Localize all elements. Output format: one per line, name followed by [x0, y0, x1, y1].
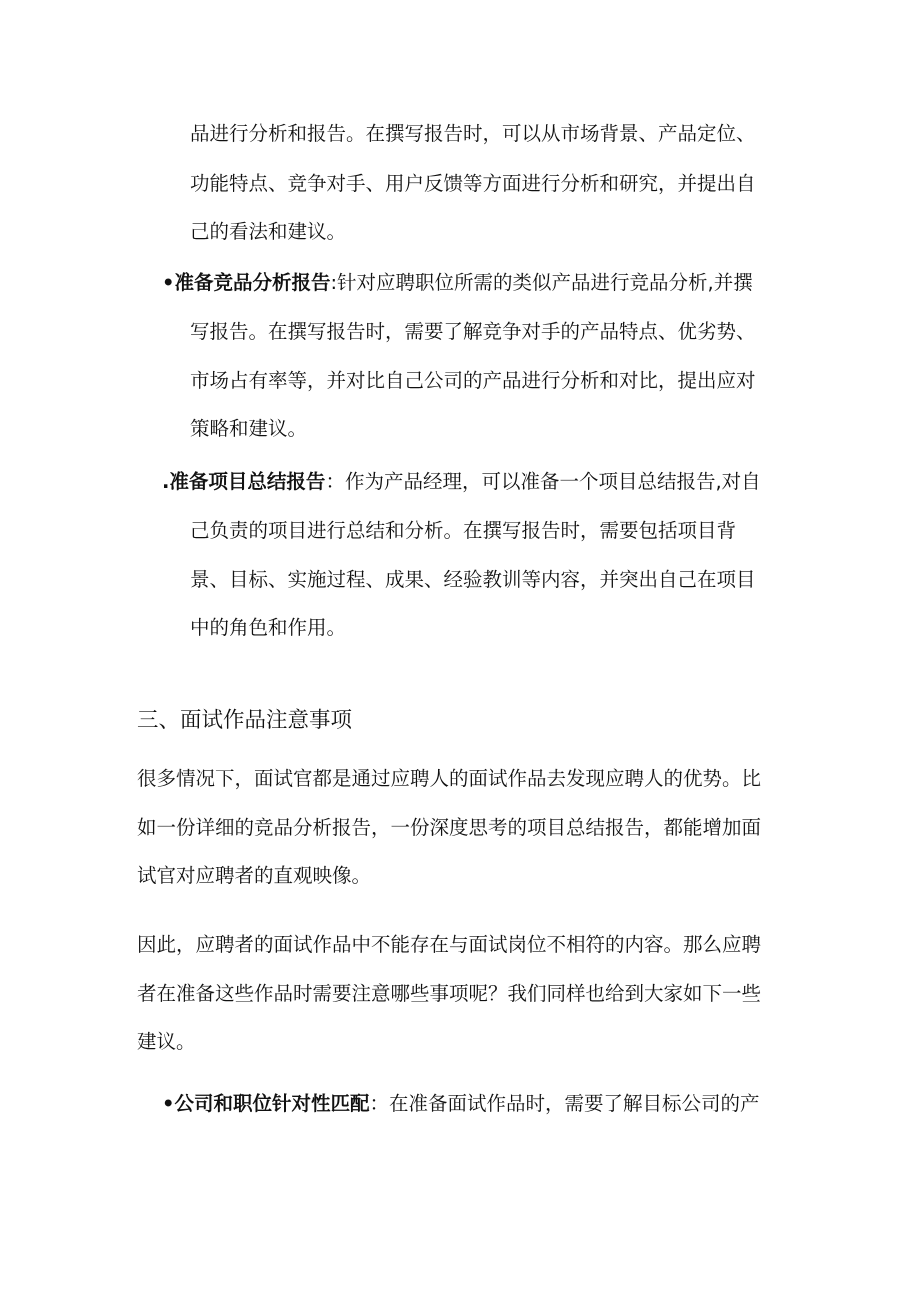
bullet-title: 准备项目总结报告	[169, 470, 326, 493]
paragraph-line: 品进行分析和报告。在撰写报告时，可以从市场背景、产品定位、	[190, 122, 756, 145]
bullet-marker: •	[162, 271, 175, 294]
bullet-marker: .	[162, 470, 170, 493]
paragraph-line: 很多情况下，面试官都是通过应聘人的面试作品去发现应聘人的优势。比	[137, 767, 762, 790]
paragraph-line: 景、目标、实施过程、成果、经验教训等内容，并突出自己在项目	[190, 568, 756, 591]
paragraph-line: 建议。	[137, 1030, 196, 1053]
paragraph-line: 者在准备这些作品时需要注意哪些事项呢？我们同样也给到大家如下一些	[137, 982, 762, 1005]
bullet-text: ：在准备面试作品时，需要了解目标公司的产	[369, 1092, 760, 1115]
paragraph-line: 如一份详细的竞品分析报告，一份深度思考的项目总结报告，都能增加面	[137, 816, 762, 839]
paragraph-line: 中的角色和作用。	[190, 616, 347, 639]
paragraph-line: 己的看法和建议。	[190, 220, 347, 243]
bullet-text: :针对应聘职位所需的类似产品进行竞品分析,并撰	[330, 271, 753, 294]
bullet-title: 准备竞品分析报告	[174, 271, 331, 294]
bullet-title: 公司和职位针对性匹配	[174, 1092, 370, 1115]
paragraph-line: 写报告。在撰写报告时，需要了解竞争对手的产品特点、优劣势、	[190, 320, 756, 343]
bullet-item-project-summary	[162, 469, 761, 495]
bullet-item-company-match	[162, 1091, 760, 1117]
paragraph-line: 试官对应聘者的直观映像。	[137, 864, 372, 887]
paragraph-line: 功能特点、竞争对手、用户反馈等方面进行分析和研究，并提出自	[190, 172, 756, 195]
paragraph-line: 市场占有率等，并对比自己公司的产品进行分析和对比，提出应对	[190, 369, 756, 392]
section-heading: 三、面试作品注意事项	[137, 708, 353, 733]
bullet-text: ：作为产品经理，可以准备一个项目总结报告,对自	[325, 470, 761, 493]
bullet-item-competitive-analysis	[162, 270, 753, 296]
paragraph-line: 策略和建议。	[190, 417, 308, 440]
paragraph-line: 因此，应聘者的面试作品中不能存在与面试岗位不相符的内容。那么应聘	[137, 933, 762, 956]
bullet-marker: •	[162, 1092, 175, 1115]
paragraph-line: 己负责的项目进行总结和分析。在撰写报告时，需要包括项目背	[190, 519, 737, 542]
